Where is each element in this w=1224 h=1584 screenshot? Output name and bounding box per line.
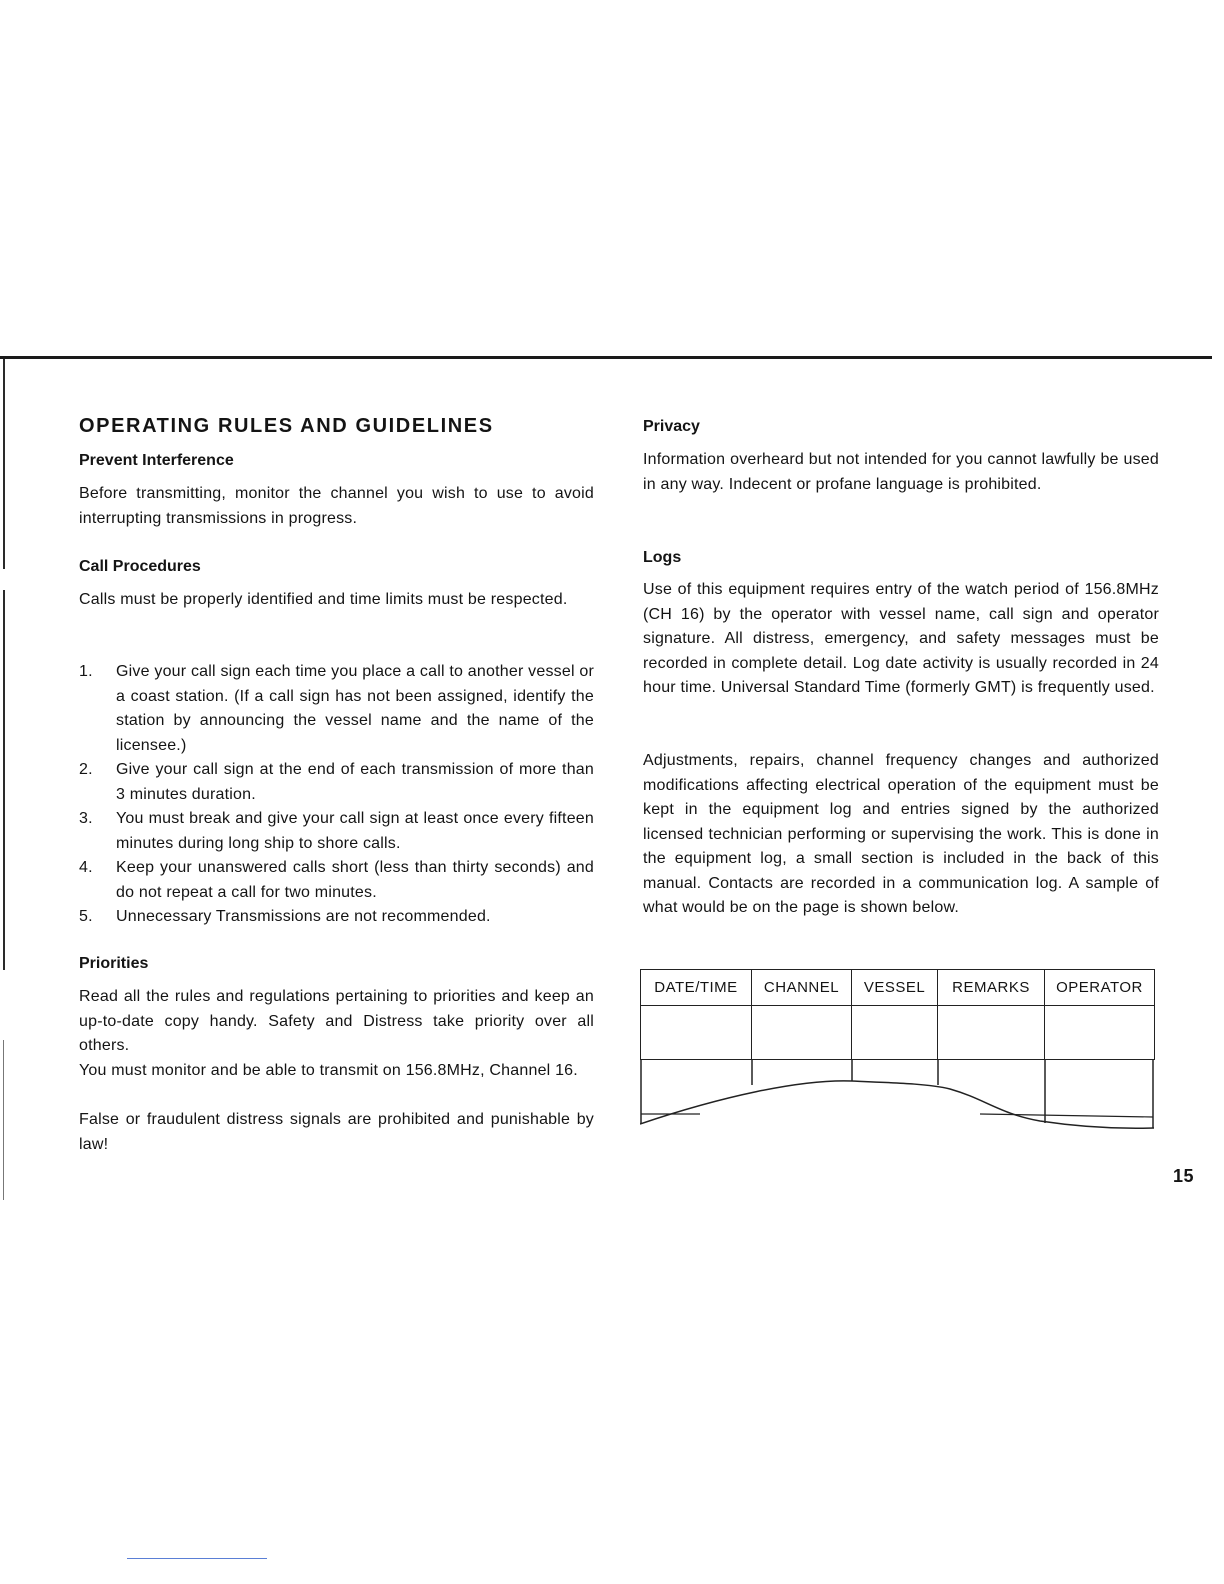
bottom-rule [127, 1558, 267, 1559]
list-item: 4. Keep your unanswered calls short (less than thirty seconds) and do not repeat a call for two minutes. [79, 859, 594, 901]
priorities-text-2: You must monitor and be able to transmit on 156.8MHz, Channel 16. [79, 1062, 578, 1079]
list-item: 1. Give your call sign each time you place a call to another vessel or a coast station. (If a call sign has not been assigned, identify the station by announcing the vessel name and the name of the licensee.) [79, 663, 594, 754]
list-item: 5. Unnecessary Transmissions are not recommended. [79, 908, 491, 925]
table-row [641, 1006, 1155, 1060]
column-header: OPERATOR [1045, 970, 1155, 1006]
table-cell [852, 1006, 938, 1060]
logs-heading: Logs [643, 549, 682, 566]
priorities-text-1: Read all the rules and regulations pertaining to priorities and keep an up-to-date copy handy. Safety and Distress take priority over all others. [79, 988, 594, 1054]
call-procedures-heading: Call Procedures [79, 558, 201, 575]
page-number: 15 [1173, 1166, 1195, 1186]
list-item: 3. You must break and give your call sign at least once every fifteen minutes during long ship to shore calls. [79, 810, 594, 852]
table-cell [938, 1006, 1045, 1060]
prevent-interference-heading: Prevent Interference [79, 452, 234, 469]
page-title: OPERATING RULES AND GUIDELINES [79, 415, 494, 437]
torn-table-continuation [640, 1059, 1154, 1131]
privacy-heading: Privacy [643, 418, 700, 435]
top-rule [0, 356, 1212, 359]
log-table [640, 969, 1155, 1060]
column-header: DATE/TIME [641, 970, 752, 1006]
column-header: CHANNEL [752, 970, 852, 1006]
binding-edge [3, 590, 5, 970]
priorities-text-3: False or fraudulent distress signals are prohibited and punishable by law! [79, 1111, 594, 1153]
binding-edge [3, 1040, 4, 1200]
priorities-heading: Priorities [79, 955, 149, 972]
binding-edge [3, 359, 5, 569]
call-procedures-list [79, 660, 594, 930]
logs-text-1: Use of this equipment requires entry of the watch period of 156.8MHz (CH 16) by the operator with vessel name, call sign and operator signature. All distress, emergency, and safety messages must be recorded in complete detail. Log date activity is usually recorded in 24 hour time. Universal Standard Time (formerly GMT) is frequently used. [643, 581, 1159, 696]
privacy-text: Information overheard but not intended for you cannot lawfully be used in any way. Indecent or profane language is prohibited. [643, 451, 1159, 493]
table-cell [752, 1006, 852, 1060]
column-header: VESSEL [852, 970, 938, 1006]
call-procedures-text: Calls must be properly identified and time limits must be respected. [79, 591, 568, 608]
table-cell [641, 1006, 752, 1060]
logs-text-2: Adjustments, repairs, channel frequency changes and authorized modifications affecting electrical operation of the equipment must be kept in the equipment log and entries signed by the authorized licensed technician performing or supervising the work. This is done in the equipment log, a small section is included in the back of this manual. Contacts are recorded in a communication log. A sample of what would be on the page is shown below. [643, 752, 1159, 916]
prevent-interference-text: Before transmitting, monitor the channel you wish to use to avoid interrupting transmissions in progress. [79, 485, 594, 527]
table-cell [1045, 1006, 1155, 1060]
table-header-row [641, 970, 1155, 1006]
left-column [79, 410, 594, 1153]
column-header: REMARKS [938, 970, 1045, 1006]
list-item: 2. Give your call sign at the end of each transmission of more than 3 minutes duration. [79, 761, 594, 803]
sample-log-table [640, 969, 1154, 1131]
